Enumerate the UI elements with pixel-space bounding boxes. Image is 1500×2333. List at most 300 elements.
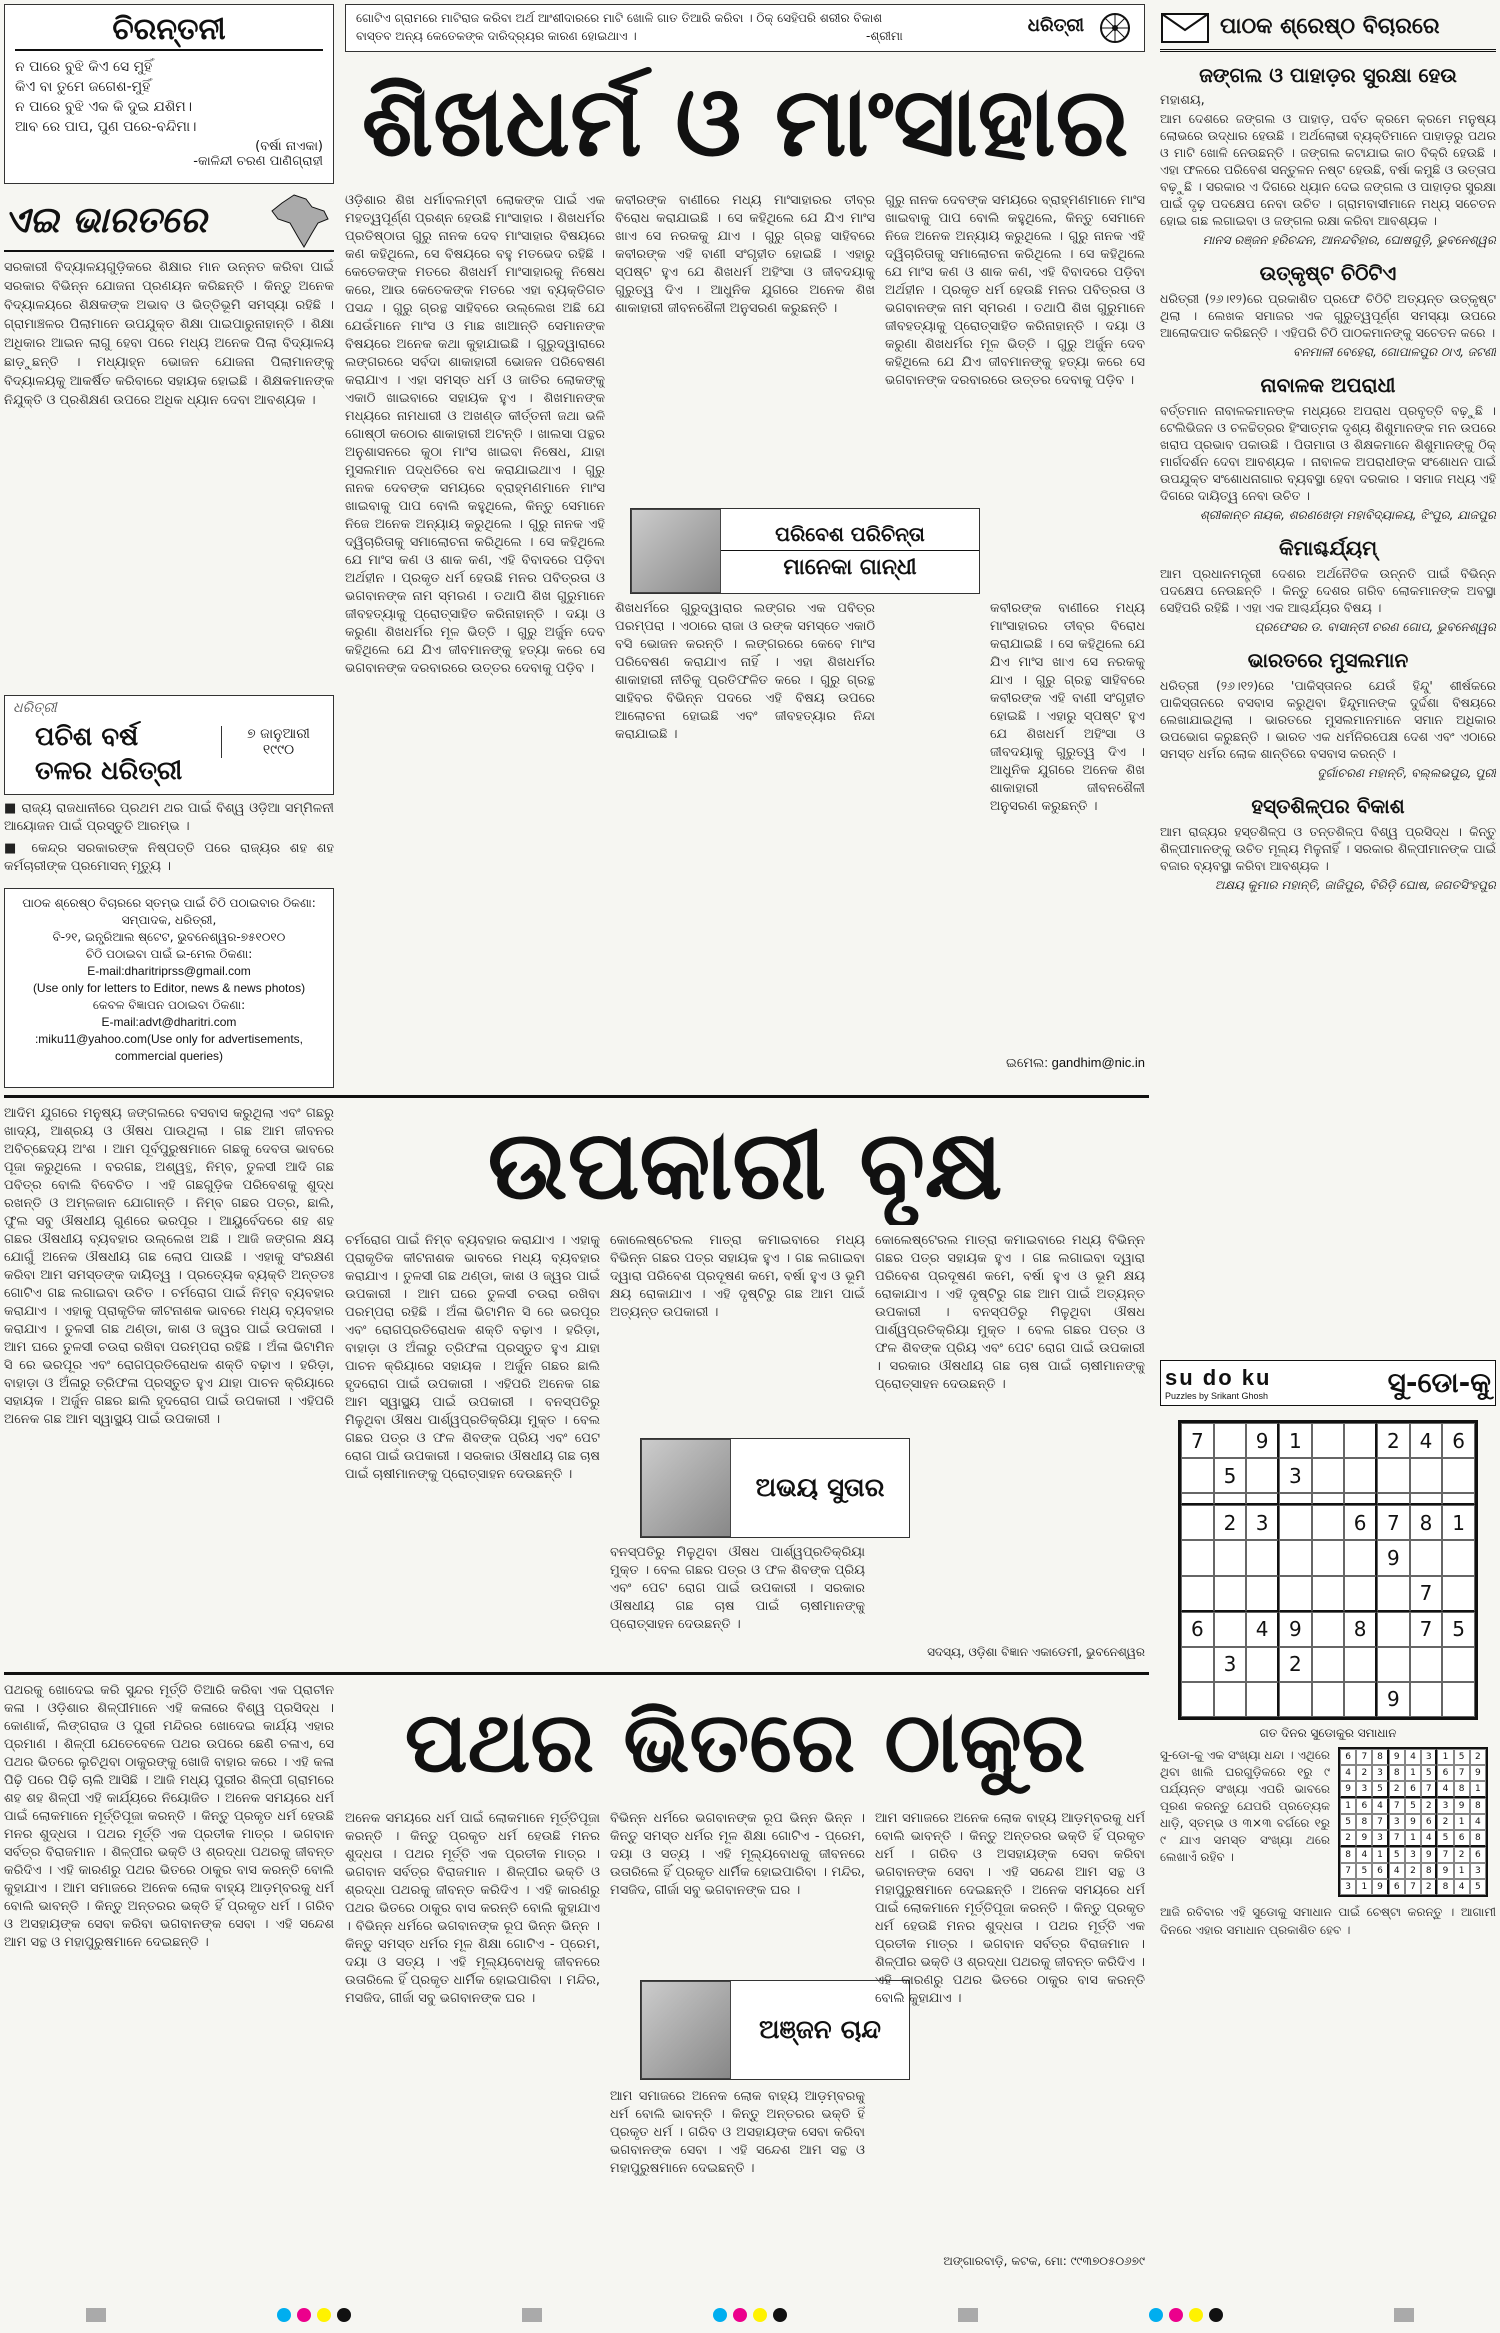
article-title-upakari: ଉପକାରୀ ବୃକ୍ଷ [487, 1109, 1003, 1221]
yellow-dot [1189, 2308, 1203, 2322]
gray-swatch [1394, 2308, 1414, 2322]
top-banner [345, 4, 1145, 52]
shikh-text-4: ଶିଖଧର୍ମରେ ଗୁରୁଦ୍ୱାରାର ଲଙ୍ଗର ଏକ ପବିତ୍ର ପରମ୍ପରା । ଏଠାରେ ରାଜା ଓ ରଙ୍କ ସମସ୍ତେ ଏକାଠି ବସି ଭୋଜନ କରନ୍ତି । ଲଙ୍ଗରରେ କେବେ ମାଂସ ପରିବେଷଣ କରାଯାଏ ନାହିଁ । ଏହା ଶିଖଧର୍ମର ଶାକାହାରୀ ନୀତିକୁ ପ୍ରତିଫଳିତ କରେ । ଗୁରୁ ଗ୍ରନ୍ଥ ସାହିବର ବିଭିନ୍ନ ପଦରେ ଏହି ବିଷୟ ଉପରେ ଆଲୋଚନା ହୋଇଛି ଏବଂ ଜୀବହତ୍ୟାର ନିନ୍ଦା କରାଯାଇଛି । [615, 601, 875, 742]
chiranti-author: -କାଳିନ୍ଦୀ ଚରଣ ପାଣିଗ୍ରାହୀ [193, 154, 323, 169]
solution-cell: 6 [1470, 1847, 1486, 1863]
cmyk-dots [1149, 2308, 1223, 2322]
upakari-col2 [345, 1232, 600, 1662]
contact-letters-label: ଚିଠି ପଠାଇବା ପାଇଁ ଇ-ମେଲ ଠିକଣା: [85, 947, 253, 961]
sudoku-cell[interactable] [1442, 1576, 1475, 1612]
chiranti-line: ଆବ ରେ ପାପ, ପୁଣ ପରେ-ବନ୍ଦିମା। [15, 119, 197, 135]
pachisha-date: ୭ ଜାନୁଆରୀ ୧୯୯୦ [221, 726, 331, 758]
sudoku-header [1160, 1360, 1496, 1406]
solution-cell: 2 [1437, 1814, 1453, 1830]
pathaka-header [1160, 4, 1496, 52]
solution-cell: 2 [1421, 1879, 1437, 1895]
sudoku-cell[interactable] [1312, 1540, 1345, 1575]
solution-cell: 9 [1389, 1749, 1405, 1765]
pachisha-line2: ତଳର ଧରିତ୍ରୀ [35, 756, 183, 786]
pathara-text-2: ଅନେକ ସମୟରେ ଧର୍ମ ପାଇଁ ଲୋକମାନେ ମୂର୍ତ୍ତିପୂଜା କରନ୍ତି । କିନ୍ତୁ ପ୍ରକୃତ ଧର୍ମ ହେଉଛି ମନର ଶୁଦ୍ଧତା । ପଥର ମୂର୍ତ୍ତି ଏକ ପ୍ରତୀକ ମାତ୍ର । ଭଗବାନ ସର୍ବତ୍ର ବିରାଜମାନ । ଶିଳ୍ପୀର ଭକ୍ତି ଓ ଶ୍ରଦ୍ଧା ପଥରକୁ ଜୀବନ୍ତ କରିଦିଏ । ଏହି କାରଣରୁ ପଥର ଭିତରେ ଠାକୁର ବାସ କରନ୍ତି ବୋଲି କୁହାଯାଏ । [345, 1811, 600, 1934]
solution-cell: 4 [1372, 1798, 1388, 1814]
solution-cell: 8 [1421, 1863, 1437, 1879]
upakari-text-2b: ବନସ୍ପତିରୁ ମିଳୁଥିବା ଔଷଧ ପାର୍ଶ୍ୱପ୍ରତିକ୍ରିୟା ମୁକ୍ତ । ବେଲ ଗଛର ପତ୍ର ଓ ଫଳ ଶିବଙ୍କ ପ୍ରିୟ ଏବଂ ପେଟ ରୋଗ ପାଇଁ ଉପକାରୀ । ସରକାର ଔଷଧୀୟ ଗଛ ଚାଷ ପାଇଁ ଚାଷୀମାନଙ୍କୁ ପ୍ରୋତ୍ସାହନ ଦେଉଛନ୍ତି । [345, 1395, 600, 1482]
sudoku-cell[interactable] [1279, 1505, 1312, 1540]
contact-email-letters[interactable]: E-mail:dharitriprss@gmail.com [87, 964, 251, 978]
cmyk-dots [713, 2308, 787, 2322]
sudoku-cell[interactable] [1377, 1647, 1410, 1682]
bharat-header [4, 192, 334, 252]
solution-cell: 5 [1454, 1749, 1470, 1765]
solution-cell: 5 [1340, 1814, 1356, 1830]
letter-salutation: ମହାଶୟ, [1160, 93, 1205, 108]
sudoku-cell[interactable]: 8 [1344, 1612, 1377, 1647]
pathaka-letters [1160, 58, 1496, 1348]
pathara-text-1: ପଥରକୁ ଖୋଦେଇ କରି ସୁନ୍ଦର ମୂର୍ତ୍ତି ତିଆରି କରିବା ଏକ ପ୍ରାଚୀନ କଳା । ଓଡ଼ିଶାର ଶିଳ୍ପୀମାନେ ଏହି କଳାରେ ବିଶ୍ୱ ପ୍ରସିଦ୍ଧ । କୋଣାର୍କ, ଲିଙ୍ଗରାଜ ଓ ପୁରୀ ମନ୍ଦିରର ଖୋଦେଇ କାର୍ଯ୍ୟ ଏହାର ପ୍ରମାଣ । ଶିଳ୍ପୀ ଯେତେବେଳେ ପଥର ଉପରେ ଛେଣି ଚଳାଏ, ସେ ପଥର ଭିତରେ ଲୁଚିଥିବା ଠାକୁରଙ୍କୁ ଖୋଜି ବାହାର କରେ । ଏହି କଳା ପିଢ଼ି ପରେ ପିଢ଼ି ଚାଲି ଆସିଛି । ଆଜି ମଧ୍ୟ ପୁରୀର ଶିଳ୍ପୀ ଗ୍ରାମରେ ଶହ ଶହ ଶିଳ୍ପୀ ଏହି କାର୍ଯ୍ୟରେ ନିୟୋଜିତ । [4, 1683, 334, 1806]
letter-author: ଅକ୍ଷୟ କୁମାର ମହାନ୍ତି, ଜାଜିପୁର, ବିରିଡ଼ି ଘୋଷ, ଜଗତସିଂହପୁର [1214, 878, 1496, 892]
solution-cell: 5 [1372, 1781, 1388, 1798]
solution-cell: 4 [1356, 1847, 1372, 1863]
sudoku-rules: ସୁ-ଡୋ-କୁ ଏକ ସଂଖ୍ୟା ଧନ୍ଦା । ଏଥିରେ ଥିବା ଖାଲି ଘରଗୁଡ଼ିକରେ ୧ରୁ ୯ ପର୍ଯ୍ୟନ୍ତ ସଂଖ୍ୟା ଏପରି ଭାବରେ ପୂରଣ କରନ୍ତୁ ଯେପରି ପ୍ରତ୍ୟେକ ଧାଡ଼ି, ସ୍ତମ୍ଭ ଓ ୩×୩ ବର୍ଗରେ ୧ରୁ ୯ ଯାଏ ସମସ୍ତ ସଂଖ୍ୟା ଥରେ ଲେଖାଏଁ ରହିବ । [1160, 1748, 1330, 1864]
sudoku-answer-note: ଗତ ଦିନର ସୁଡୋକୁର ସମାଧାନ [1259, 1726, 1397, 1740]
solution-cell: 7 [1356, 1749, 1372, 1765]
sudoku-cell[interactable] [1246, 1647, 1279, 1682]
sudoku-cell[interactable]: 2 [1377, 1423, 1410, 1458]
chiranti-line: କିଏ ବା ତୁମେ ଜଗେଶ-ମୁହିଁ [15, 79, 151, 95]
solution-cell: 6 [1389, 1879, 1405, 1895]
sudoku-cell[interactable] [1312, 1612, 1345, 1647]
magenta-dot [1169, 2308, 1183, 2322]
letter-body: ଧରିତ୍ରୀ (୨୬।୧୨)ରେ 'ପାକିସ୍ତାନର ଯେଉଁ ହିନ୍ଦୁ' ଶୀର୍ଷକରେ ପାକିସ୍ତାନରେ ବସବାସ କରୁଥିବା ହିନ୍ଦୁମାନଙ୍କ ଦୁର୍ଦ୍ଦଶା ବିଷୟରେ ଲେଖାଯାଇଥିଲା । ଭାରତରେ ମୁସଲମାନମାନେ ସମାନ ଅଧିକାର ଉପଭୋଗ କରୁଛନ୍ତି । ଭାରତ ଏକ ଧର୍ମନିରପେକ୍ଷ ଦେଶ ଏବଂ ଏଠାରେ ସମସ୍ତ ଧର୍ମର ଲୋକ ଶାନ୍ତିରେ ବସବାସ କରନ୍ତି । [1160, 678, 1496, 761]
solution-cell: 2 [1470, 1749, 1486, 1765]
solution-cell: 1 [1405, 1765, 1421, 1781]
sudoku-cell[interactable]: 8 [1410, 1505, 1443, 1540]
solution-cell: 9 [1405, 1814, 1421, 1830]
solution-cell: 7 [1389, 1830, 1405, 1847]
contact-email-yahoo[interactable]: :miku11@yahoo.com(Use only for advertisements, commercial queries) [34, 1032, 304, 1063]
sudoku-cell[interactable] [1410, 1682, 1443, 1717]
solution-cell: 4 [1454, 1879, 1470, 1895]
solution-cell: 1 [1454, 1863, 1470, 1879]
upakari-col3 [610, 1232, 865, 1432]
solution-cell: 8 [1356, 1814, 1372, 1830]
sudoku-cell[interactable] [1344, 1458, 1377, 1493]
shikh-text-6: କବୀରଙ୍କ ବାଣୀରେ ମଧ୍ୟ ମାଂସାହାରର ତୀବ୍ର ବିରୋଧ କରାଯାଇଛି । ସେ କହିଥିଲେ ଯେ ଯିଏ ମାଂସ ଖାଏ ସେ ନରକକୁ ଯାଏ । ଗୁରୁ ଗ୍ରନ୍ଥ ସାହିବରେ କବୀରଙ୍କ ଏହି ବାଣୀ ସଂଗୃହୀତ ହୋଇଛି । ଏହାରୁ ସ୍ପଷ୍ଟ ହୁଏ ଯେ ଶିଖଧର୍ମ ଅହିଂସା ଓ ଜୀବଦୟାକୁ ଗୁରୁତ୍ୱ ଦିଏ । ଆଧୁନିକ ଯୁଗରେ ଅନେକ ଶିଖ ଶାକାହାରୀ ଜୀବନଶୈଳୀ ଅନୁସରଣ କରୁଛନ୍ତି । [990, 601, 1145, 814]
solution-cell: 5 [1470, 1879, 1486, 1895]
solution-cell: 5 [1356, 1863, 1372, 1879]
sudoku-cell[interactable] [1442, 1682, 1475, 1717]
solution-cell: 3 [1470, 1863, 1486, 1879]
solution-cell: 9 [1437, 1863, 1453, 1879]
shikh-email[interactable]: ଇମେଲ: gandhim@nic.in [1006, 1055, 1145, 1070]
solution-cell: 4 [1340, 1765, 1356, 1781]
sudoku-cell[interactable]: 3 [1246, 1505, 1279, 1540]
cyan-dot [277, 2308, 291, 2322]
bharat-title: ଏଇ ଭାରତରେ [4, 200, 207, 241]
letter-author: ଶ୍ରୀକାନ୍ତ ନାୟକ, ଶରଣଖେଡ଼ା ମହାବିଦ୍ୟାଳୟ, ଝିଂପୁର, ଯାଜପୁର [1199, 508, 1496, 522]
solution-cell: 5 [1437, 1830, 1453, 1847]
sudoku-credit: Puzzles by Srikant Ghosh [1165, 1391, 1269, 1401]
letter-heading: ଭାରତରେ ମୁସଲମାନ [1247, 648, 1409, 672]
banner-author: -ଶ୍ରୀମା [866, 29, 903, 43]
solution-cell: 4 [1470, 1814, 1486, 1830]
letter-heading: ଜଙ୍ଗଲ ଓ ପାହାଡ଼ର ସୁରକ୍ଷା ହେଉ [1199, 63, 1457, 87]
sudoku-cell[interactable] [1214, 1423, 1247, 1458]
sudoku-cell[interactable]: 7 [1181, 1423, 1214, 1458]
sudoku-cell[interactable] [1181, 1493, 1214, 1505]
sudoku-cell[interactable]: 5 [1214, 1458, 1247, 1493]
contact-box [4, 888, 334, 1088]
sudoku-cell[interactable]: 9 [1279, 1612, 1312, 1647]
author-box-abhay [640, 1438, 910, 1538]
gray-swatch [86, 2308, 106, 2322]
sudoku-cell[interactable]: 9 [1377, 1540, 1410, 1575]
solution-cell: 1 [1372, 1847, 1388, 1863]
sudoku-cell[interactable] [1312, 1682, 1345, 1717]
shikh-col3 [615, 600, 875, 1070]
solution-cell: 2 [1405, 1863, 1421, 1879]
sudoku-cell[interactable]: 3 [1214, 1647, 1247, 1682]
author-name: ମାନେକା ଗାନ୍ଧୀ [783, 555, 917, 580]
solution-cell: 9 [1372, 1879, 1388, 1895]
pathara-col5 [875, 1810, 1145, 2250]
solution-cell: 8 [1389, 1765, 1405, 1781]
solution-cell: 2 [1389, 1781, 1405, 1798]
letter-body: ଆମ ଦେଶରେ ଜଙ୍ଗଲ ଓ ପାହାଡ଼, ପର୍ବତ କ୍ରମେ କ୍ରମେ ମନୁଷ୍ୟ ଲୋଭରେ ଉଦ୍ଧାର ହେଉଛି । ଅର୍ଥଲୋଭୀ ବ୍ୟକ୍ତିମାନେ ପାହାଡ଼ରୁ ପଥର ଓ ମାଟି ଖୋଳି ନେଉଛନ୍ତି । ଜଙ୍ଗଲ କଟାଯାଇ କାଠ ବିକ୍ରି ହେଉଛି । ଏହା ଫଳରେ ପରିବେଶ ସନ୍ତୁଳନ ନଷ୍ଟ ହେଉଛି, ବର୍ଷା କମୁଛି ଓ ଉତ୍ତାପ ବଢ଼ୁଛି । ସରକାର ଏ ଦିଗରେ ଧ୍ୟାନ ଦେଇ ଜଙ୍ଗଲ ଓ ପାହାଡ଼ର ସୁରକ୍ଷା ପାଇଁ ଦୃଢ଼ ପଦକ୍ଷେପ ନେବା ଉଚିତ । ଗ୍ରାମବାସୀମାନେ ମଧ୍ୟ ସଚେତନ ହୋଇ ଗଛ ଲଗାଇବା ଓ ଜଙ୍ଗଲ ରକ୍ଷା କରିବା ଆବଶ୍ୟକ । [1160, 111, 1496, 228]
solution-cell: 6 [1340, 1749, 1356, 1765]
solution-cell: 6 [1421, 1814, 1437, 1830]
upakari-footer: ସଦସ୍ୟ, ଓଡ଼ିଶା ବିଜ୍ଞାନ ଏକାଡେମୀ, ଭୁବନେଶ୍ୱର [927, 1645, 1145, 1659]
solution-cell: 3 [1372, 1765, 1388, 1781]
magenta-dot [297, 2308, 311, 2322]
upakari-text-1b: ଚର୍ମରୋଗ ପାଇଁ ନିମ୍ବ ବ୍ୟବହାର କରାଯାଏ । ଏହାକୁ ପ୍ରାକୃତିକ କୀଟନାଶକ ଭାବରେ ମଧ୍ୟ ବ୍ୟବହାର କରାଯାଏ । ତୁଳସୀ ଗଛ ଥଣ୍ଡା, କାଶ ଓ ଜ୍ୱର ପାଇଁ ଉପକାରୀ । ଆମ ଘରେ ତୁଳସୀ ଚଉରା ରଖିବା ପରମ୍ପରା ରହିଛି । ଅଁଳା ଭିଟାମିନ ସି ରେ ଭରପୂର ଏବଂ ରୋଗପ୍ରତିରୋଧକ ଶକ୍ତି ବଢ଼ାଏ । ହରିଡ଼ା, ବାହାଡ଼ା ଓ ଅଁଳାରୁ ତ୍ରିଫଳା ପ୍ରସ୍ତୁତ ହୁଏ ଯାହା ପାଚନ କ୍ରିୟାରେ ସହାୟକ । ଅର୍ଜୁନ ଗଛର ଛାଲି ହୃଦରୋଗ ପାଇଁ ଉପକାରୀ । ଏହିପରି ଅନେକ ଗଛ ଆମ ସ୍ୱାସ୍ଥ୍ୟ ପାଇଁ ଉପକାରୀ । [4, 1286, 334, 1427]
solution-cell: 7 [1340, 1863, 1356, 1879]
envelope-icon [1160, 10, 1210, 44]
sudoku-cell[interactable] [1442, 1647, 1475, 1682]
pathara-col1 [4, 1682, 334, 2272]
sudoku-cell[interactable]: 3 [1279, 1458, 1312, 1493]
sudoku-cell[interactable]: 4 [1246, 1612, 1279, 1647]
sudoku-cell[interactable] [1214, 1493, 1247, 1505]
solution-cell: 8 [1340, 1847, 1356, 1863]
sudoku-cell[interactable] [1410, 1493, 1443, 1505]
sudoku-cell[interactable] [1312, 1423, 1345, 1458]
upakari-text-5: କୋଲେଷ୍ଟେରଲ ମାତ୍ରା କମାଇବାରେ ମଧ୍ୟ ବିଭିନ୍ନ ଗଛର ପତ୍ର ସହାୟକ ହୁଏ । ଗଛ ଲଗାଇବା ଦ୍ୱାରା ପରିବେଶ ପ୍ରଦୂଷଣ କମେ, ବର୍ଷା ହୁଏ ଓ ଭୂମି କ୍ଷୟ ରୋକାଯାଏ । ଏହି ଦୃଷ୍ଟିରୁ ଗଛ ଆମ ପାଇଁ ଅତ୍ୟନ୍ତ ଉପକାରୀ । [875, 1233, 1145, 1320]
sudoku-cell[interactable] [1410, 1647, 1443, 1682]
pachisha-line1: ପଚିଶ ବର୍ଷ [35, 722, 139, 752]
letter-body: ଧରିତ୍ରୀ (୨୬।୧୨)ରେ ପ୍ରକାଶିତ ପ୍ରଫେ ଚିଠିଟି ଅତ୍ୟନ୍ତ ଉତ୍କୃଷ୍ଟ ଥିଲା । ଲେଖକ ସମାଜର ଏକ ଗୁରୁତ୍ୱପୂର୍ଣ୍ଣ ସମସ୍ୟା ଉପରେ ଆଲୋକପାତ କରିଛନ୍ତି । ଏହିପରି ଚିଠି ପାଠକମାନଙ୍କୁ ସଚେତନ କରେ । [1160, 291, 1496, 340]
solution-cell: 7 [1437, 1847, 1453, 1863]
shikh-text-1: ଓଡ଼ିଶାର ଶିଖ ଧର୍ମାବଲମ୍ବୀ ଲୋକଙ୍କ ପାଇଁ ଏକ ମହତ୍ୱପୂର୍ଣ୍ଣ ପ୍ରଶ୍ନ ହେଉଛି ମାଂସାହାର । ଶିଖଧର୍ମର ପ୍ରତିଷ୍ଠାତା ଗୁରୁ ନାନକ ଦେବ ମାଂସାହାର ବିଷୟରେ କଣ କହିଥିଲେ, ସେ ବିଷୟରେ ବହୁ ମତଭେଦ ରହିଛି । କେତେକଙ୍କ ମତରେ ଶିଖଧର୍ମ ମାଂସାହାରକୁ ନିଷେଧ କରେ, ଆଉ କେତେକଙ୍କ ମତରେ ଏହା ବ୍ୟକ୍ତିଗତ ପସନ୍ଦ । ଗୁରୁ ଗ୍ରନ୍ଥ ସାହିବରେ ଉଲ୍ଲେଖ ଅଛି ଯେ ଯେଉଁମାନେ ମାଂସ ଓ ମାଛ ଖାଆନ୍ତି ସେମାନଙ୍କ ବିଷୟରେ ଅନେକ କଥା କୁହାଯାଇଛି । ଗୁରୁଦ୍ୱାରାରେ ଲଙ୍ଗରରେ ସର୍ବଦା ଶାକାହାରୀ ଭୋଜନ ପରିବେଷଣ କରାଯାଏ । ଏହା ସମସ୍ତ ଧର୍ମ ଓ ଜାତିର ଲୋକଙ୍କୁ ଏକାଠି ଖାଇବାରେ ସହାୟକ ହୁଏ । ଶିଖମାନଙ୍କ ମଧ୍ୟରେ ନାମଧାରୀ ଓ ଅଖଣ୍ଡ କୀର୍ତ୍ତନୀ ଜଥା ଭଳି ଗୋଷ୍ଠୀ କଠୋର ଶାକାହାରୀ ଅଟନ୍ତି । ଖାଲସା ପନ୍ଥର ଅନୁଶାସନରେ କୁଠା ମାଂସ ଖାଇବା ନିଷେଧ, ଯାହା ମୁସଲମାନ ପଦ୍ଧତିରେ ବଧ କରାଯାଇଥାଏ । [345, 193, 605, 478]
solution-cell: 2 [1421, 1798, 1437, 1814]
pathara-text-5b: ଅନେକ ସମୟରେ ଧର୍ମ ପାଇଁ ଲୋକମାନେ ମୂର୍ତ୍ତିପୂଜା କରନ୍ତି । କିନ୍ତୁ ପ୍ରକୃତ ଧର୍ମ ହେଉଛି ମନର ଶୁଦ୍ଧତା । ପଥର ମୂର୍ତ୍ତି ଏକ ପ୍ରତୀକ ମାତ୍ର । ଭଗବାନ ସର୍ବତ୍ର ବିରାଜମାନ । ଶିଳ୍ପୀର ଭକ୍ତି ଓ ଶ୍ରଦ୍ଧା ପଥରକୁ ଜୀବନ୍ତ କରିଦିଏ । ଏହି କାରଣରୁ ପଥର ଭିତରେ ଠାକୁର ବାସ କରନ୍ତି ବୋଲି କୁହାଯାଏ । [875, 1883, 1145, 2006]
chiranti-line: ନ ପାରେ ବୁଝି କିଏ ସେ ମୁହିଁ [15, 59, 153, 75]
registration-bar [0, 2300, 1500, 2330]
black-dot [773, 2308, 787, 2322]
sudoku-cell[interactable] [1181, 1682, 1214, 1717]
solution-cell: 8 [1437, 1879, 1453, 1895]
shikh-col1 [345, 192, 605, 1072]
sudoku-cell[interactable] [1344, 1682, 1377, 1717]
divider [4, 1095, 1149, 1098]
sudoku-cell[interactable] [1279, 1540, 1312, 1575]
upakari-text-1: ଆଦିମ ଯୁଗରେ ମନୁଷ୍ୟ ଜଙ୍ଗଲରେ ବସବାସ କରୁଥିଲା ଏବଂ ଗଛରୁ ଖାଦ୍ୟ, ଆଶ୍ରୟ ଓ ଔଷଧ ପାଉଥିଲା । ଗଛ ଆମ ଜୀବନର ଅବିଚ୍ଛେଦ୍ୟ ଅଂଶ । ଆମ ପୂର୍ବପୁରୁଷମାନେ ଗଛକୁ ଦେବତା ଭାବରେ ପୂଜା କରୁଥିଲେ । ବରଗଛ, ଅଶ୍ୱତ୍ଥ, ନିମ୍ବ, ତୁଳସୀ ଆଦି ଗଛ ପବିତ୍ର ବୋଲି ବିବେଚିତ । ଏହି ଗଛଗୁଡ଼ିକ ପରିବେଶକୁ ଶୁଦ୍ଧ ରଖନ୍ତି ଓ ଅମ୍ଳଜାନ ଯୋଗାନ୍ତି । ନିମ୍ବ ଗଛର ପତ୍ର, ଛାଲି, ଫୁଲ ସବୁ ଔଷଧୀୟ ଗୁଣରେ ଭରପୂର । ଆୟୁର୍ବେଦରେ ଶହ ଶହ ଗଛର ଔଷଧୀୟ ବ୍ୟବହାର ଉଲ୍ଲେଖ ଅଛି । ଆଜି ଜଙ୍ଗଲ କ୍ଷୟ ଯୋଗୁଁ ଅନେକ ଔଷଧୀୟ ଗଛ ଲୋପ ପାଉଛି । ଏହାକୁ ସଂରକ୍ଷଣ କରିବା ଆମ ସମସ୍ତଙ୍କ ଦାୟିତ୍ୱ । ପ୍ରତ୍ୟେକ ବ୍ୟକ୍ତି ଅନ୍ତତଃ ଗୋଟିଏ ଗଛ ଲଗାଇବା ଉଚିତ । [4, 1106, 334, 1301]
sudoku-cell[interactable] [1410, 1458, 1443, 1493]
sudoku-cell[interactable] [1377, 1458, 1410, 1493]
article-title-pathara: ପଥର ଭିତରେ ଠାକୁର [404, 1693, 1086, 1791]
sudoku-solution [1338, 1747, 1488, 1897]
sudoku-cell[interactable] [1312, 1458, 1345, 1493]
sudoku-cell[interactable] [1181, 1540, 1214, 1575]
contact-email-ads[interactable]: E-mail:advt@dharitri.com [101, 1015, 237, 1029]
solution-cell: 4 [1389, 1863, 1405, 1879]
yellow-dot [317, 2308, 331, 2322]
sudoku-cell[interactable] [1344, 1576, 1377, 1612]
upakari-col1 [4, 1105, 334, 1665]
solution-cell: 8 [1470, 1830, 1486, 1847]
sudoku-cell[interactable] [1312, 1493, 1345, 1505]
sudoku-panel [1160, 1360, 1496, 2280]
contact-intro: ପାଠକ ଶ୍ରେଷ୍ଠ ବିଚାରରେ ସ୍ତମ୍ଭ ପାଇଁ ଚିଠି ପଠାଇବାର ଠିକଣା: [22, 896, 316, 910]
solution-cell: 3 [1389, 1814, 1405, 1830]
letter-author: ଦୁର୍ଗାଚରଣ ମହାନ୍ତି, ବଲ୍ଲଭପୁର, ପୁରୀ [1317, 766, 1496, 780]
sudoku-cell[interactable]: 7 [1410, 1576, 1443, 1612]
sudoku-cell[interactable]: 9 [1377, 1682, 1410, 1717]
pathara-text-1b: ଅନେକ ସମୟରେ ଧର୍ମ ପାଇଁ ଲୋକମାନେ ମୂର୍ତ୍ତିପୂଜା କରନ୍ତି । କିନ୍ତୁ ପ୍ରକୃତ ଧର୍ମ ହେଉଛି ମନର ଶୁଦ୍ଧତା । ପଥର ମୂର୍ତ୍ତି ଏକ ପ୍ରତୀକ ମାତ୍ର । ଭଗବାନ ସର୍ବତ୍ର ବିରାଜମାନ । ଶିଳ୍ପୀର ଭକ୍ତି ଓ ଶ୍ରଦ୍ଧା ପଥରକୁ ଜୀବନ୍ତ କରିଦିଏ । ଏହି କାରଣରୁ ପଥର ଭିତରେ ଠାକୁର ବାସ କରନ୍ତି ବୋଲି କୁହାଯାଏ । [4, 1791, 334, 1896]
contact-org: ସମ୍ପାଦକ, ଧରିତ୍ରୀ, [121, 913, 217, 927]
shikh-text-5: ଗୁରୁ ନାନକ ଦେବଙ୍କ ସମୟରେ ବ୍ରାହ୍ମଣମାନେ ମାଂସ ଖାଇବାକୁ ପାପ ବୋଲି କହୁଥିଲେ, କିନ୍ତୁ ସେମାନେ ନିଜେ ଅନେକ ଅନ୍ୟାୟ କରୁଥିଲେ । ଗୁରୁ ନାନକ ଏହି ଦ୍ୱିଚାରିତାକୁ ସମାଲୋଚନା କରିଥିଲେ । ସେ କହିଥିଲେ ଯେ ମାଂସ କଣ ଓ ଶାକ କଣ, ଏହି ବିବାଦରେ ପଡ଼ିବା ଅର୍ଥହୀନ । ପ୍ରକୃତ ଧର୍ମ ହେଉଛି ମନର ପବିତ୍ରତା ଓ ଭଗବାନଙ୍କ ନାମ ସ୍ମରଣ । ତଥାପି ଶିଖ ଗୁରୁମାନେ ଜୀବହତ୍ୟାକୁ ପ୍ରୋତ୍ସାହିତ କରିନାହାନ୍ତି । ଦୟା ଓ କରୁଣା ଶିଖଧର୍ମର ମୂଳ ଭିତ୍ତି । ଗୁରୁ ଅର୍ଜୁନ ଦେବ କହିଥିଲେ ଯେ ଯିଏ ଜୀବମାନଙ୍କୁ ହତ୍ୟା କରେ ସେ ଭଗବାନଙ୍କ ଦରବାରରେ ଉତ୍ତର ଦେବାକୁ ପଡ଼ିବ । [885, 193, 1145, 388]
upakari-col5 [875, 1232, 1145, 1642]
sudoku-cell[interactable] [1377, 1576, 1410, 1612]
sudoku-cell[interactable] [1344, 1493, 1377, 1505]
sudoku-cell[interactable] [1214, 1612, 1247, 1647]
sudoku-cell[interactable] [1279, 1682, 1312, 1717]
sudoku-cell[interactable] [1246, 1458, 1279, 1493]
cyan-dot [1149, 2308, 1163, 2322]
banner-text-1: ଗୋଟିଏ ଗ୍ରାମରେ ମାଟିରାଜ କରିବା ଅର୍ଥ ଆଂଶୀଦାରରେ ମାଟି ଖୋଳି ଗାତ ତିଆରି କରିବା । ଠିକ୍ ସେହିପରି ଶରୀର ବିକାଶ [356, 11, 883, 25]
solution-cell: 7 [1372, 1814, 1388, 1830]
pachisha-item: ■ ରାଜ୍ୟ ରାଜଧାନୀରେ ପ୍ରଥମ ଥର ପାଇଁ ବିଶ୍ୱ ଓଡ଼ିଆ ସମ୍ମିଳନୀ ଆୟୋଜନ ପାଇଁ ପ୍ରସ୍ତୁତି ଆରମ୍ଭ । [4, 801, 334, 834]
solution-cell: 9 [1454, 1798, 1470, 1814]
letter-heading: କିମାଶ୍ଚର୍ଯ୍ୟମ୍ [1278, 536, 1378, 560]
sudoku-cell[interactable] [1246, 1576, 1279, 1612]
contact-email-note: (Use only for letters to Editor, news & news photos) [32, 981, 306, 995]
sudoku-cell[interactable]: 2 [1279, 1647, 1312, 1682]
divider [4, 1672, 1149, 1675]
solution-cell: 2 [1454, 1847, 1470, 1863]
sudoku-cell[interactable]: 9 [1246, 1423, 1279, 1458]
sudoku-cell[interactable] [1344, 1423, 1377, 1458]
solution-cell: 3 [1437, 1798, 1453, 1814]
banner-logo: ଧରିତ୍ରୀ [1027, 15, 1084, 36]
sudoku-cell[interactable] [1246, 1493, 1279, 1505]
solution-cell: 9 [1356, 1830, 1372, 1847]
sudoku-cell[interactable] [1312, 1647, 1345, 1682]
sudoku-footnote: ଆଜି ରବିବାର ଏହି ସୁଡୋକୁ ସମାଧାନ ପାଇଁ ଚେଷ୍ଟା କରନ୍ତୁ । ଆଗାମୀ ଦିନରେ ଏହାର ସମାଧାନ ପ୍ରକାଶିତ ହେବ । [1160, 1905, 1496, 1937]
solution-cell: 1 [1470, 1781, 1486, 1798]
sudoku-cell[interactable] [1377, 1612, 1410, 1647]
pathara-col4 [610, 2088, 865, 2268]
author-box-label: ପରିବେଶ ପରିଚିନ୍ତା [721, 522, 979, 551]
solution-cell: 1 [1356, 1879, 1372, 1895]
shikh-col2 [615, 192, 875, 502]
author-photo [631, 509, 721, 593]
solution-cell: 3 [1405, 1847, 1421, 1863]
sudoku-cell[interactable] [1181, 1458, 1214, 1493]
sudoku-cell[interactable]: 6 [1344, 1505, 1377, 1540]
black-dot [337, 2308, 351, 2322]
solution-cell: 5 [1405, 1798, 1421, 1814]
chiranti-line: ନ ପାରେ ବୁଝି ଏକ କି ଦୁଇ ଯଶିମ। [15, 99, 193, 115]
sudoku-cell[interactable]: 6 [1181, 1612, 1214, 1647]
author-photo [641, 1439, 731, 1537]
solution-cell: 3 [1340, 1879, 1356, 1895]
solution-cell: 1 [1405, 1830, 1421, 1847]
solution-cell: 6 [1454, 1830, 1470, 1847]
sudoku-cell[interactable] [1214, 1540, 1247, 1575]
solution-cell: 9 [1421, 1847, 1437, 1863]
sudoku-cell[interactable] [1279, 1493, 1312, 1505]
article-title-shikh: ଶିଖଧର୍ମ ଓ ମାଂସାହାର [361, 66, 1129, 178]
pachisha-item: ■ କେନ୍ଦ୍ର ସରକାରଙ୍କ ନିଷ୍ପତ୍ତି ପରେ ରାଜ୍ୟର ଶହ ଶହ କର୍ମଚାରୀଙ୍କ ପ୍ରମୋସନ୍ ମୃତ୍ୟୁ । [4, 841, 334, 874]
sudoku-cell[interactable]: 4 [1410, 1423, 1443, 1458]
pathara-text-1c: ଆମ ସମାଜରେ ଅନେକ ଲୋକ ବାହ୍ୟ ଆଡ଼ମ୍ବରକୁ ଧର୍ମ ବୋଲି ଭାବନ୍ତି । କିନ୍ତୁ ଅନ୍ତରର ଭକ୍ତି ହିଁ ପ୍ରକୃତ ଧର୍ମ । ଗରିବ ଓ ଅସହାୟଙ୍କ ସେବା କରିବା ଭଗବାନଙ୍କ ସେବା । ଏହି ସନ୍ଦେଶ ଆମ ସନ୍ଥ ଓ ମହାପୁରୁଷମାନେ ଦେଇଛନ୍ତି । [4, 1881, 334, 1950]
banner-text-2: ବାସ୍ତବ ଅନ୍ୟ କେତେକଙ୍କ ଦାରିଦ୍ର୍ୟର କାରଣ ହୋଇଥାଏ । [356, 29, 637, 43]
cyan-dot [713, 2308, 727, 2322]
pathara-text-3: ବିଭିନ୍ନ ଧର୍ମରେ ଭଗବାନଙ୍କ ରୂପ ଭିନ୍ନ ଭିନ୍ନ । କିନ୍ତୁ ସମସ୍ତ ଧର୍ମର ମୂଳ ଶିକ୍ଷା ଗୋଟିଏ - ପ୍ରେମ, ଦୟା ଓ ସତ୍ୟ । ଏହି ମୂଲ୍ୟବୋଧକୁ ଜୀବନରେ ଉତାରିଲେ ହିଁ ପ୍ରକୃତ ଧାର୍ମିକ ହୋଇପାରିବା । ମନ୍ଦିର, ମସଜିଦ, ଗୀର୍ଜା ସବୁ ଭଗବାନଙ୍କ ଘର । [610, 1811, 865, 1898]
solution-cell: 8 [1372, 1749, 1388, 1765]
pathara-text-5: ଆମ ସମାଜରେ ଅନେକ ଲୋକ ବାହ୍ୟ ଆଡ଼ମ୍ବରକୁ ଧର୍ମ ବୋଲି ଭାବନ୍ତି । କିନ୍ତୁ ଅନ୍ତରର ଭକ୍ତି ହିଁ ପ୍ରକୃତ ଧର୍ମ । ଗରିବ ଓ ଅସହାୟଙ୍କ ସେବା କରିବା ଭଗବାନଙ୍କ ସେବା । ଏହି ସନ୍ଦେଶ ଆମ ସନ୍ଥ ଓ ମହାପୁରୁଷମାନେ ଦେଇଛନ୍ତି । [875, 1811, 1145, 1898]
pathara-col3 [610, 1810, 865, 1970]
sudoku-cell[interactable]: 2 [1214, 1505, 1247, 1540]
solution-cell: 1 [1340, 1798, 1356, 1814]
solution-cell: 6 [1372, 1863, 1388, 1879]
author-photo [641, 1981, 731, 2079]
sudoku-cell[interactable] [1344, 1647, 1377, 1682]
author-box-menaka [630, 508, 980, 594]
upakari-author: ଅଭୟ ସୁତାର [755, 1472, 885, 1503]
sudoku-cell[interactable] [1181, 1576, 1214, 1612]
solution-cell: 3 [1356, 1781, 1372, 1798]
letter-author: ପ୍ରଫେସର ଡ. ବାସାନ୍ତୀ ଚରଣ ଗୋପ, ଭୁବନେଶ୍ୱର [1254, 620, 1496, 634]
sudoku-grid [1178, 1420, 1478, 1720]
sudoku-cell[interactable] [1181, 1505, 1214, 1540]
shikh-col5 [990, 600, 1145, 1050]
solution-cell: 4 [1437, 1781, 1453, 1798]
pathara-text-2b: ବିଭିନ୍ନ ଧର୍ମରେ ଭଗବାନଙ୍କ ରୂପ ଭିନ୍ନ ଭିନ୍ନ । କିନ୍ତୁ ସମସ୍ତ ଧର୍ମର ମୂଳ ଶିକ୍ଷା ଗୋଟିଏ - ପ୍ରେମ, ଦୟା ଓ ସତ୍ୟ । ଏହି ମୂଲ୍ୟବୋଧକୁ ଜୀବନରେ ଉତାରିଲେ ହିଁ ପ୍ରକୃତ ଧାର୍ମିକ ହୋଇପାରିବା । ମନ୍ଦିର, ମସଜିଦ, ଗୀର୍ଜା ସବୁ ଭଗବାନଙ୍କ ଘର । [345, 1919, 600, 2006]
pathara-footer: ଅଙ୍ଗାରବାଡ଼ି, କଟକ, ମୋ: ୯୯୩୭୦୫୦୬୭୯ [943, 2254, 1145, 2268]
solution-cell: 4 [1405, 1749, 1421, 1765]
solution-cell: 1 [1454, 1814, 1470, 1830]
letter-heading: ଉତ୍କୃଷ୍ଟ ଚିଠିଟିଏ [1259, 261, 1397, 285]
solution-cell: 3 [1372, 1830, 1388, 1847]
solution-cell: 7 [1421, 1781, 1437, 1798]
solution-cell: 6 [1356, 1798, 1372, 1814]
letter-body: ଆମ ପ୍ରଧାନମନ୍ତ୍ରୀ ଦେଶର ଅର୍ଥନୈତିକ ଉନ୍ନତି ପାଇଁ ବିଭିନ୍ନ ପଦକ୍ଷେପ ନେଉଛନ୍ତି । କିନ୍ତୁ ଦେଶର ଗରିବ ଲୋକମାନଙ୍କ ଅବସ୍ଥା ସେହିପରି ରହିଛି । ଏହା ଏକ ଆଶ୍ଚର୍ଯ୍ୟର ବିଷୟ । [1160, 566, 1496, 615]
sudoku-brand-latin: su do ku [1165, 1365, 1272, 1390]
sudoku-cell[interactable]: 5 [1442, 1612, 1475, 1647]
bharat-body [4, 258, 334, 688]
solution-cell: 7 [1454, 1765, 1470, 1781]
upakari-text-2: ଚର୍ମରୋଗ ପାଇଁ ନିମ୍ବ ବ୍ୟବହାର କରାଯାଏ । ଏହାକୁ ପ୍ରାକୃତିକ କୀଟନାଶକ ଭାବରେ ମଧ୍ୟ ବ୍ୟବହାର କରାଯାଏ । ତୁଳସୀ ଗଛ ଥଣ୍ଡା, କାଶ ଓ ଜ୍ୱର ପାଇଁ ଉପକାରୀ । ଆମ ଘରେ ତୁଳସୀ ଚଉରା ରଖିବା ପରମ୍ପରା ରହିଛି । ଅଁଳା ଭିଟାମିନ ସି ରେ ଭରପୂର ଏବଂ ରୋଗପ୍ରତିରୋଧକ ଶକ୍ତି ବଢ଼ାଏ । ହରିଡ଼ା, ବାହାଡ଼ା ଓ ଅଁଳାରୁ ତ୍ରିଫଳା ପ୍ରସ୍ତୁତ ହୁଏ ଯାହା ପାଚନ କ୍ରିୟାରେ ସହାୟକ । ଅର୍ଜୁନ ଗଛର ଛାଲି ହୃଦରୋଗ ପାଇଁ ଉପକାରୀ । ଏହିପରି ଅନେକ ଗଛ ଆମ ସ୍ୱାସ୍ଥ୍ୟ ପାଇଁ ଉପକାରୀ । [345, 1233, 600, 1410]
sudoku-cell[interactable] [1344, 1540, 1377, 1575]
solution-cell: 6 [1437, 1765, 1453, 1781]
solution-cell: 5 [1389, 1847, 1405, 1863]
sudoku-cell[interactable] [1246, 1540, 1279, 1575]
solution-cell: 9 [1470, 1765, 1486, 1781]
sudoku-cell[interactable] [1442, 1493, 1475, 1505]
pachisha-box [4, 695, 334, 795]
sudoku-cell[interactable] [1312, 1505, 1345, 1540]
india-map-icon [264, 193, 334, 249]
shikh-text-2: ଗୁରୁ ନାନକ ଦେବଙ୍କ ସମୟରେ ବ୍ରାହ୍ମଣମାନେ ମାଂସ ଖାଇବାକୁ ପାପ ବୋଲି କହୁଥିଲେ, କିନ୍ତୁ ସେମାନେ ନିଜେ ଅନେକ ଅନ୍ୟାୟ କରୁଥିଲେ । ଗୁରୁ ନାନକ ଏହି ଦ୍ୱିଚାରିତାକୁ ସମାଲୋଚନା କରିଥିଲେ । ସେ କହିଥିଲେ ଯେ ମାଂସ କଣ ଓ ଶାକ କଣ, ଏହି ବିବାଦରେ ପଡ଼ିବା ଅର୍ଥହୀନ । ପ୍ରକୃତ ଧର୍ମ ହେଉଛି ମନର ପବିତ୍ରତା ଓ ଭଗବାନଙ୍କ ନାମ ସ୍ମରଣ । ତଥାପି ଶିଖ ଗୁରୁମାନେ ଜୀବହତ୍ୟାକୁ ପ୍ରୋତ୍ସାହିତ କରିନାହାନ୍ତି । ଦୟା ଓ କରୁଣା ଶିଖଧର୍ମର ମୂଳ ଭିତ୍ତି । ଗୁରୁ ଅର୍ଜୁନ ଦେବ କହିଥିଲେ ଯେ ଯିଏ ଜୀବମାନଙ୍କୁ ହତ୍ୟା କରେ ସେ ଭଗବାନଙ୍କ ଦରବାରରେ ଉତ୍ତର ଦେବାକୁ ପଡ଼ିବ । [345, 463, 605, 676]
black-dot [1209, 2308, 1223, 2322]
upakari-text-3: କୋଲେଷ୍ଟେରଲ ମାତ୍ରା କମାଇବାରେ ମଧ୍ୟ ବିଭିନ୍ନ ଗଛର ପତ୍ର ସହାୟକ ହୁଏ । ଗଛ ଲଗାଇବା ଦ୍ୱାରା ପରିବେଶ ପ୍ରଦୂଷଣ କମେ, ବର୍ଷା ହୁଏ ଓ ଭୂମି କ୍ଷୟ ରୋକାଯାଏ । ଏହି ଦୃଷ୍ଟିରୁ ଗଛ ଆମ ପାଇଁ ଅତ୍ୟନ୍ତ ଉପକାରୀ । [610, 1233, 865, 1320]
letter-heading: ନାବାଳକ ଅପରାଧୀ [1260, 373, 1396, 397]
sudoku-cell[interactable]: 6 [1442, 1423, 1475, 1458]
sudoku-cell[interactable] [1279, 1576, 1312, 1612]
sudoku-cell[interactable] [1214, 1576, 1247, 1612]
pathaka-title: ପାଠକ ଶ୍ରେଷ୍ଠ ବିଚାରରେ [1220, 14, 1440, 39]
sudoku-cell[interactable]: 7 [1377, 1505, 1410, 1540]
sudoku-brand-odia: ସୁ-ଡୋ-କୁ [1387, 1366, 1491, 1399]
solution-cell: 9 [1340, 1781, 1356, 1798]
chiranti-source: (ବର୍ଷା ନାଏକା) [255, 139, 323, 154]
contact-addr: ବି-୨୧, ଇନ୍ଧ୍ରିଆଲ ଷ୍ଟେଟ, ଭୁବନେଶ୍ୱର-୭୫୧୦୧୦ [52, 930, 286, 944]
pathara-col2 [345, 1810, 600, 2270]
gray-swatch [522, 2308, 542, 2322]
shikh-text-3: କବୀରଙ୍କ ବାଣୀରେ ମଧ୍ୟ ମାଂସାହାରର ତୀବ୍ର ବିରୋଧ କରାଯାଇଛି । ସେ କହିଥିଲେ ଯେ ଯିଏ ମାଂସ ଖାଏ ସେ ନରକକୁ ଯାଏ । ଗୁରୁ ଗ୍ରନ୍ଥ ସାହିବରେ କବୀରଙ୍କ ଏହି ବାଣୀ ସଂଗୃହୀତ ହୋଇଛି । ଏହାରୁ ସ୍ପଷ୍ଟ ହୁଏ ଯେ ଶିଖଧର୍ମ ଅହିଂସା ଓ ଜୀବଦୟାକୁ ଗୁରୁତ୍ୱ ଦିଏ । ଆଧୁନିକ ଯୁଗରେ ଅନେକ ଶିଖ ଶାକାହାରୀ ଜୀବନଶୈଳୀ ଅନୁସରଣ କରୁଛନ୍ତି । [615, 193, 875, 316]
solution-cell: 2 [1356, 1765, 1372, 1781]
sudoku-cell[interactable] [1246, 1682, 1279, 1717]
pachisha-items [4, 800, 334, 880]
pathara-author: ଅଞ୍ଜନ ଚାନ୍ଦ [759, 2014, 881, 2045]
solution-cell: 1 [1437, 1749, 1453, 1765]
solution-cell: 2 [1340, 1830, 1356, 1847]
wheel-icon [1098, 11, 1132, 45]
sudoku-cell[interactable]: 7 [1410, 1612, 1443, 1647]
solution-cell: 8 [1454, 1781, 1470, 1798]
letter-author: ମାନସ ରଞ୍ଜନ ହରିଚନ୍ଦନ, ଆନନ୍ଦବିହାର, ଘୋଷଗୁଡ଼ି, ଭୁବନେଶ୍ୱର [1202, 233, 1496, 247]
author-box-anjan [640, 1980, 910, 2080]
sudoku-cell[interactable] [1312, 1576, 1345, 1612]
bharat-text: ସରକାରୀ ବିଦ୍ୟାଳୟଗୁଡ଼ିକରେ ଶିକ୍ଷାର ମାନ ଉନ୍ନତ କରିବା ପାଇଁ ସରକାର ବିଭିନ୍ନ ଯୋଜନା ପ୍ରଣୟନ କରିଛନ୍ତି । କିନ୍ତୁ ଅନେକ ବିଦ୍ୟାଳୟରେ ଶିକ୍ଷକଙ୍କ ଅଭାବ ଓ ଭିତ୍ତିଭୂମି ସମସ୍ୟା ରହିଛି । ଗ୍ରାମାଞ୍ଚଳର ପିଲାମାନେ ଉପଯୁକ୍ତ ଶିକ୍ଷା ପାଇପାରୁନାହାନ୍ତି । ଶିକ୍ଷା ଅଧିକାର ଆଇନ ଲାଗୁ ହେବା ପରେ ମଧ୍ୟ ଅନେକ ପିଲା ବିଦ୍ୟାଳୟ ଛାଡ଼ୁଛନ୍ତି । ମଧ୍ୟାହ୍ନ ଭୋଜନ ଯୋଜନା ପିଲାମାନଙ୍କୁ ବିଦ୍ୟାଳୟକୁ ଆକର୍ଷିତ କରିବାରେ ସହାୟକ ହୋଇଛି । ଶିକ୍ଷକମାନଙ୍କ ନିଯୁକ୍ତି ଓ ପ୍ରଶିକ୍ଷଣ ଉପରେ ଅଧିକ ଧ୍ୟାନ ଦେବା ଆବଶ୍ୟକ । [4, 260, 334, 408]
sudoku-cell[interactable] [1410, 1540, 1443, 1575]
contact-ads-label: କେବଳ ବିଜ୍ଞାପନ ପଠାଇବା ଠିକଣା: [92, 998, 246, 1012]
sudoku-cell[interactable]: 1 [1442, 1505, 1475, 1540]
sudoku-cell[interactable]: 1 [1279, 1423, 1312, 1458]
upakari-col4 [610, 1544, 865, 1664]
solution-cell: 7 [1389, 1798, 1405, 1814]
sudoku-cell[interactable] [1442, 1458, 1475, 1493]
yellow-dot [753, 2308, 767, 2322]
sudoku-cell[interactable] [1214, 1682, 1247, 1717]
pathara-text-4: ଆମ ସମାଜରେ ଅନେକ ଲୋକ ବାହ୍ୟ ଆଡ଼ମ୍ବରକୁ ଧର୍ମ ବୋଲି ଭାବନ୍ତି । କିନ୍ତୁ ଅନ୍ତରର ଭକ୍ତି ହିଁ ପ୍ରକୃତ ଧର୍ମ । ଗରିବ ଓ ଅସହାୟଙ୍କ ସେବା କରିବା ଭଗବାନଙ୍କ ସେବା । ଏହି ସନ୍ଦେଶ ଆମ ସନ୍ଥ ଓ ମହାପୁରୁଷମାନେ ଦେଇଛନ୍ତି । [610, 2089, 865, 2176]
letter-author: ବନମାଳୀ ବେହେରା, ଗୋପାଳପୁର ଠାଏ, ଜଟଣୀ [1293, 345, 1496, 359]
upakari-text-4: ବନସ୍ପତିରୁ ମିଳୁଥିବା ଔଷଧ ପାର୍ଶ୍ୱପ୍ରତିକ୍ରିୟା ମୁକ୍ତ । ବେଲ ଗଛର ପତ୍ର ଓ ଫଳ ଶିବଙ୍କ ପ୍ରିୟ ଏବଂ ପେଟ ରୋଗ ପାଇଁ ଉପକାରୀ । ସରକାର ଔଷଧୀୟ ଗଛ ଚାଷ ପାଇଁ ଚାଷୀମାନଙ୍କୁ ପ୍ରୋତ୍ସାହନ ଦେଉଛନ୍ତି । [610, 1545, 865, 1632]
solution-cell: 3 [1421, 1749, 1437, 1765]
gray-swatch [958, 2308, 978, 2322]
letter-body: ବର୍ତ୍ତମାନ ନାବାଳକମାନଙ୍କ ମଧ୍ୟରେ ଅପରାଧ ପ୍ରବୃତ୍ତି ବଢ଼ୁଛି । ଟେଲିଭିଜନ ଓ ଚଳଚ୍ଚିତ୍ରର ହିଂସାତ୍ମକ ଦୃଶ୍ୟ ଶିଶୁମାନଙ୍କ ମନ ଉପରେ ଖରାପ ପ୍ରଭାବ ପକାଉଛି । ପିତାମାତା ଓ ଶିକ୍ଷକମାନେ ଶିଶୁମାନଙ୍କୁ ଠିକ୍ ମାର୍ଗଦର୍ଶନ ଦେବା ଆବଶ୍ୟକ । ନାବାଳକ ଅପରାଧୀଙ୍କ ସଂଶୋଧନ ପାଇଁ ଉପଯୁକ୍ତ ସଂଶୋଧନାଗାର ବ୍ୟବସ୍ଥା ହେବା ଦରକାର । ସମାଜ ମଧ୍ୟ ଏହି ଦିଗରେ ଦାୟିତ୍ୱ ନେବା ଉଚିତ । [1160, 403, 1496, 503]
chiranti-box [4, 4, 334, 184]
letter-heading: ହସ୍ତଶିଳ୍ପର ବିକାଶ [1251, 794, 1405, 818]
sudoku-cell[interactable] [1181, 1647, 1214, 1682]
upakari-text-5b: ବନସ୍ପତିରୁ ମିଳୁଥିବା ଔଷଧ ପାର୍ଶ୍ୱପ୍ରତିକ୍ରିୟା ମୁକ୍ତ । ବେଲ ଗଛର ପତ୍ର ଓ ଫଳ ଶିବଙ୍କ ପ୍ରିୟ ଏବଂ ପେଟ ରୋଗ ପାଇଁ ଉପକାରୀ । ସରକାର ଔଷଧୀୟ ଗଛ ଚାଷ ପାଇଁ ଚାଷୀମାନଙ୍କୁ ପ୍ରୋତ୍ସାହନ ଦେଉଛନ୍ତି । [875, 1305, 1145, 1392]
sudoku-cell[interactable] [1377, 1493, 1410, 1505]
solution-cell: 5 [1421, 1765, 1437, 1781]
solution-cell: 7 [1405, 1879, 1421, 1895]
shikh-col4 [885, 192, 1145, 502]
sudoku-cell[interactable] [1442, 1540, 1475, 1575]
